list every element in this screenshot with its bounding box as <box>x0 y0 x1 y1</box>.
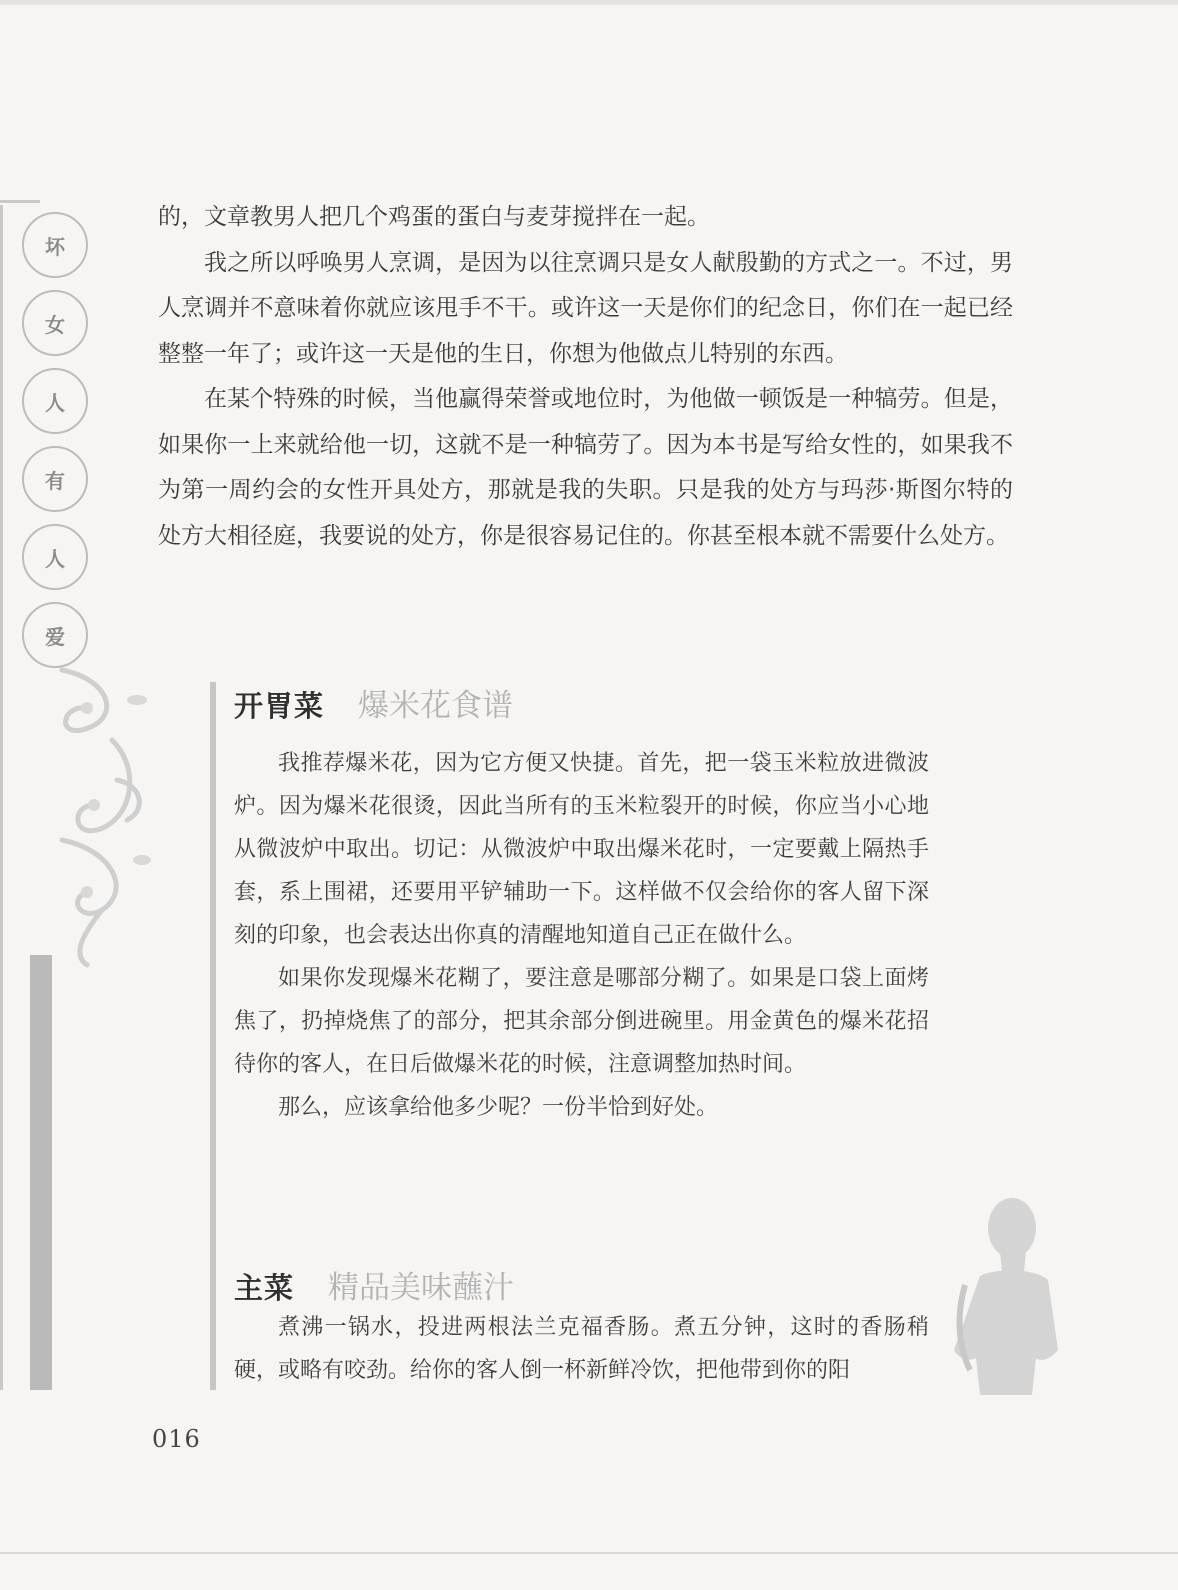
book-title-vertical <box>22 212 88 680</box>
section-heading <box>234 680 513 725</box>
recipe-side-rule <box>210 682 216 1390</box>
side-rule-cap <box>0 200 40 203</box>
title-char: 爱 <box>22 602 88 668</box>
section-label: 开胃菜 <box>234 689 325 723</box>
recipe-paragraph: 我推荐爆米花，因为它方便又快捷。首先，把一袋玉米粒放进微波炉。因为爆米花很烫，因此当所有的玉米粒裂开的时候，你应当小心地从微波炉中取出。切记：从微波炉中取出爆米花时，一定要戴上隔热手套，系上围裙，还要用平铲辅助一下。这样做不仅会给你的客人留下深刻的印象，也会表达出你真的清醒地知道自己正在做什么。 <box>234 751 929 948</box>
recipe-text <box>234 742 929 1129</box>
page-number: 016 <box>152 1425 201 1453</box>
body-paragraph: 在某个特殊的时候，当他赢得荣誉或地位时，为他做一顿饭是一种犒劳。但是，如果你一上来就给他一切，这就不是一种犒劳了。因为本书是写给女性的，如果我不为第一周约会的女性开具处方，那就是我的失职。只是我的处方与玛莎·斯图尔特的处方大相径庭，我要说的处方，你是很容易记住的。你甚至根本就不需要什么处方。 <box>158 386 1013 549</box>
section-heading <box>234 1262 514 1307</box>
title-char: 有 <box>22 446 88 512</box>
body-text <box>158 195 1013 559</box>
title-char: 坏 <box>22 212 88 278</box>
body-paragraph: 我之所以呼唤男人烹调，是因为以往烹调只是女人献殷勤的方式之一。不过，男人烹调并不意味着你就应该甩手不干。或许这一天是你们的纪念日，你们在一起已经整整一年了；或许这一天是他的生日，你想为他做点儿特别的东西。 <box>158 249 1013 367</box>
recipe-paragraph: 那么，应该拿给他多少呢？一份半恰到好处。 <box>278 1095 719 1120</box>
title-char: 人 <box>22 368 88 434</box>
title-char: 女 <box>22 290 88 356</box>
recipe-paragraph: 煮沸一锅水，投进两根法兰克福香肠。煮五分钟，这时的香肠稍硬，或略有咬劲。给你的客人倒一杯新鲜冷饮，把他带到你的阳 <box>234 1315 929 1383</box>
title-char: 人 <box>22 524 88 590</box>
section-label: 主菜 <box>234 1271 295 1305</box>
side-rule <box>0 205 3 1390</box>
woman-silhouette-icon <box>940 1190 1070 1395</box>
recipe-text <box>234 1306 929 1392</box>
section-subtitle: 精品美味蘸汁 <box>328 1270 515 1306</box>
recipe-paragraph: 如果你发现爆米花糊了，要注意是哪部分糊了。如果是口袋上面烤焦了，扔掉烧焦了的部分，把其余部分倒进碗里。用金黄色的爆米花招待你的客人，在日后做爆米花的时候，注意调整加热时间。 <box>234 966 929 1077</box>
side-bar <box>30 955 52 1390</box>
section-subtitle: 爆米花食谱 <box>358 688 514 724</box>
scan-edge-bottom <box>0 1552 1178 1554</box>
scan-edge-top <box>0 0 1178 5</box>
body-paragraph: 的，文章教男人把几个鸡蛋的蛋白与麦芽搅拌在一起。 <box>158 204 710 230</box>
floral-ornament-icon <box>42 660 152 970</box>
